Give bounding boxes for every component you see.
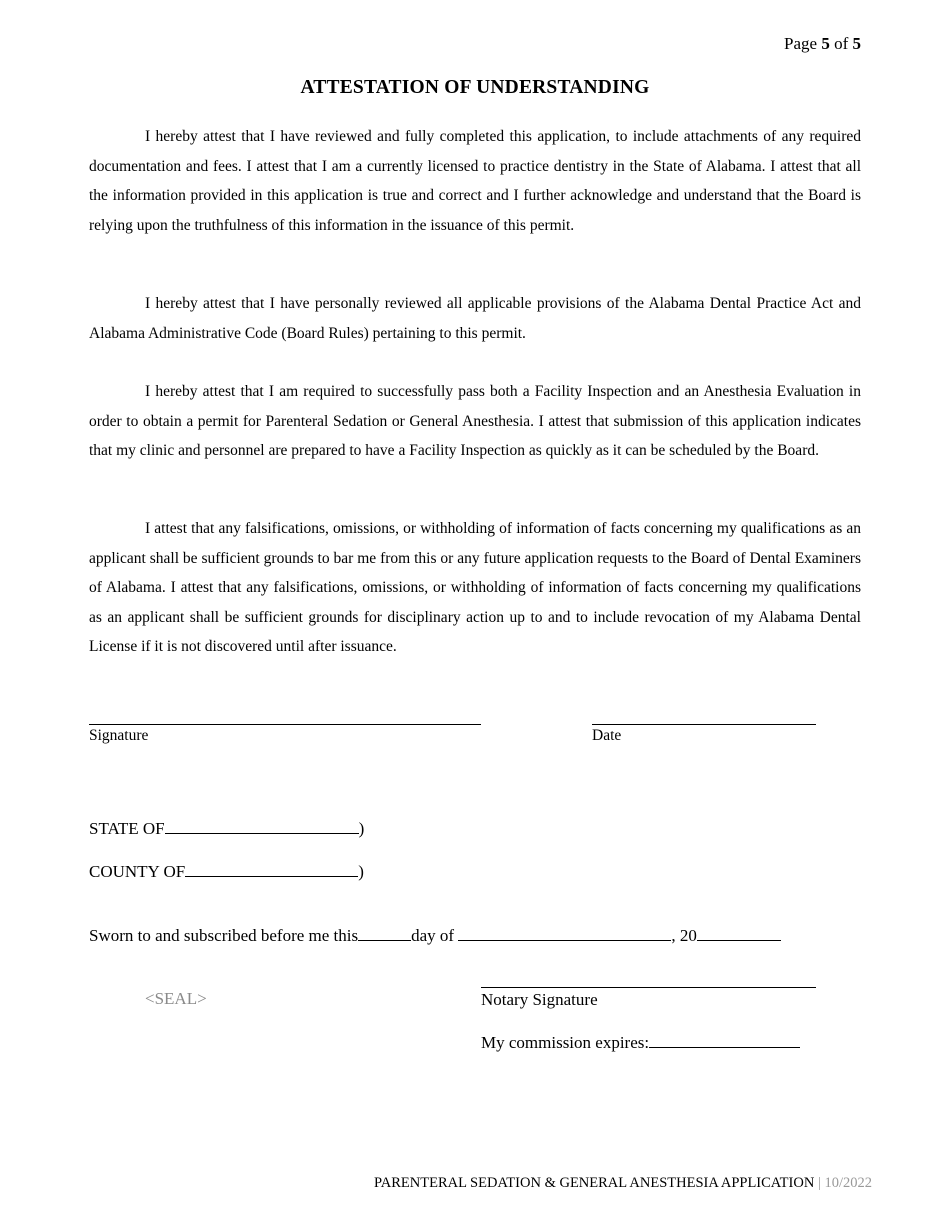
state-of-field[interactable] [165,819,359,834]
footer-separator: | [817,1175,821,1191]
footer [374,1175,872,1192]
commission-label: My commission expires: [481,1033,650,1052]
county-of-field[interactable] [185,862,358,877]
state-of-row [89,819,364,839]
sworn-month-field[interactable] [458,926,671,941]
page-of: of [834,34,849,53]
sworn-prefix: Sworn to and subscribed before me this [89,926,359,945]
attestation-paragraph-2: I hereby attest that I have personally reviewed all applicable provisions of the Alabama Dental Practice Act and Alabama Administrative Code (Board Rules) pertaining to this permit. [89,295,861,342]
notary-signature-line[interactable] [481,987,816,988]
state-of-label: STATE OF [89,819,165,838]
year-prefix: , 20 [671,926,697,945]
attestation-paragraph-4: I attest that any falsifications, omissions, or withholding of information of facts concerning my qualifications as an applicant shall be sufficient grounds to bar me from this or any future application requests to the Board of Dental Examiners of Alabama. I attest that any falsifications, omissions, or withholding of information of facts concerning my qualifications as an applicant shall be sufficient grounds for disciplinary action up to and to include revocation of my Alabama Dental License if it is not discovered until after issuance. [89,520,861,655]
footer-form-name: PARENTERAL SEDATION & GENERAL ANESTHESIA APPLICATION [374,1175,815,1191]
signature-label: Signature [89,727,149,744]
signature-line[interactable] [89,724,481,725]
county-of-row [89,862,364,882]
page-total: 5 [852,34,861,53]
seal-placeholder: <SEAL> [145,989,207,1008]
attestation-paragraph-3: I hereby attest that I am required to successfully pass both a Facility Inspection and an Anesthesia Evaluation in order to obtain a permit for Parenteral Sedation or General Anesthesia. I attest that submission of this application indicates that my clinic and personnel are prepared to have a Facility Inspection as quickly as it can be scheduled by the Board. [89,383,861,459]
page-prefix: Page [784,34,818,53]
attestation-paragraph-1: I hereby attest that I have reviewed and fully completed this application, to include attachments of any required documentation and fees. I attest that I am a currently licensed to practice dentistry in the State of Alabama. I attest that all the information provided in this application is true and correct and I further acknowledge and understand that the Board is relying upon the truthfulness of this information in the issuance of this permit. [89,128,861,234]
county-close-paren: ) [358,862,364,881]
commission-row [481,1033,800,1053]
page-number [784,34,861,54]
date-label: Date [592,727,622,744]
day-of-label: day of [411,926,455,945]
page-current: 5 [821,34,830,53]
commission-expires-field[interactable] [649,1033,800,1048]
sworn-row [89,926,781,946]
state-close-paren: ) [358,819,365,838]
notary-signature-label: Notary Signature [481,990,598,1009]
date-line[interactable] [592,724,816,725]
footer-revision: 10/2022 [824,1175,872,1191]
sworn-day-field[interactable] [358,926,411,941]
sworn-year-field[interactable] [697,926,781,941]
page-title: ATTESTATION OF UNDERSTANDING [300,77,650,98]
county-of-label: COUNTY OF [89,862,186,881]
